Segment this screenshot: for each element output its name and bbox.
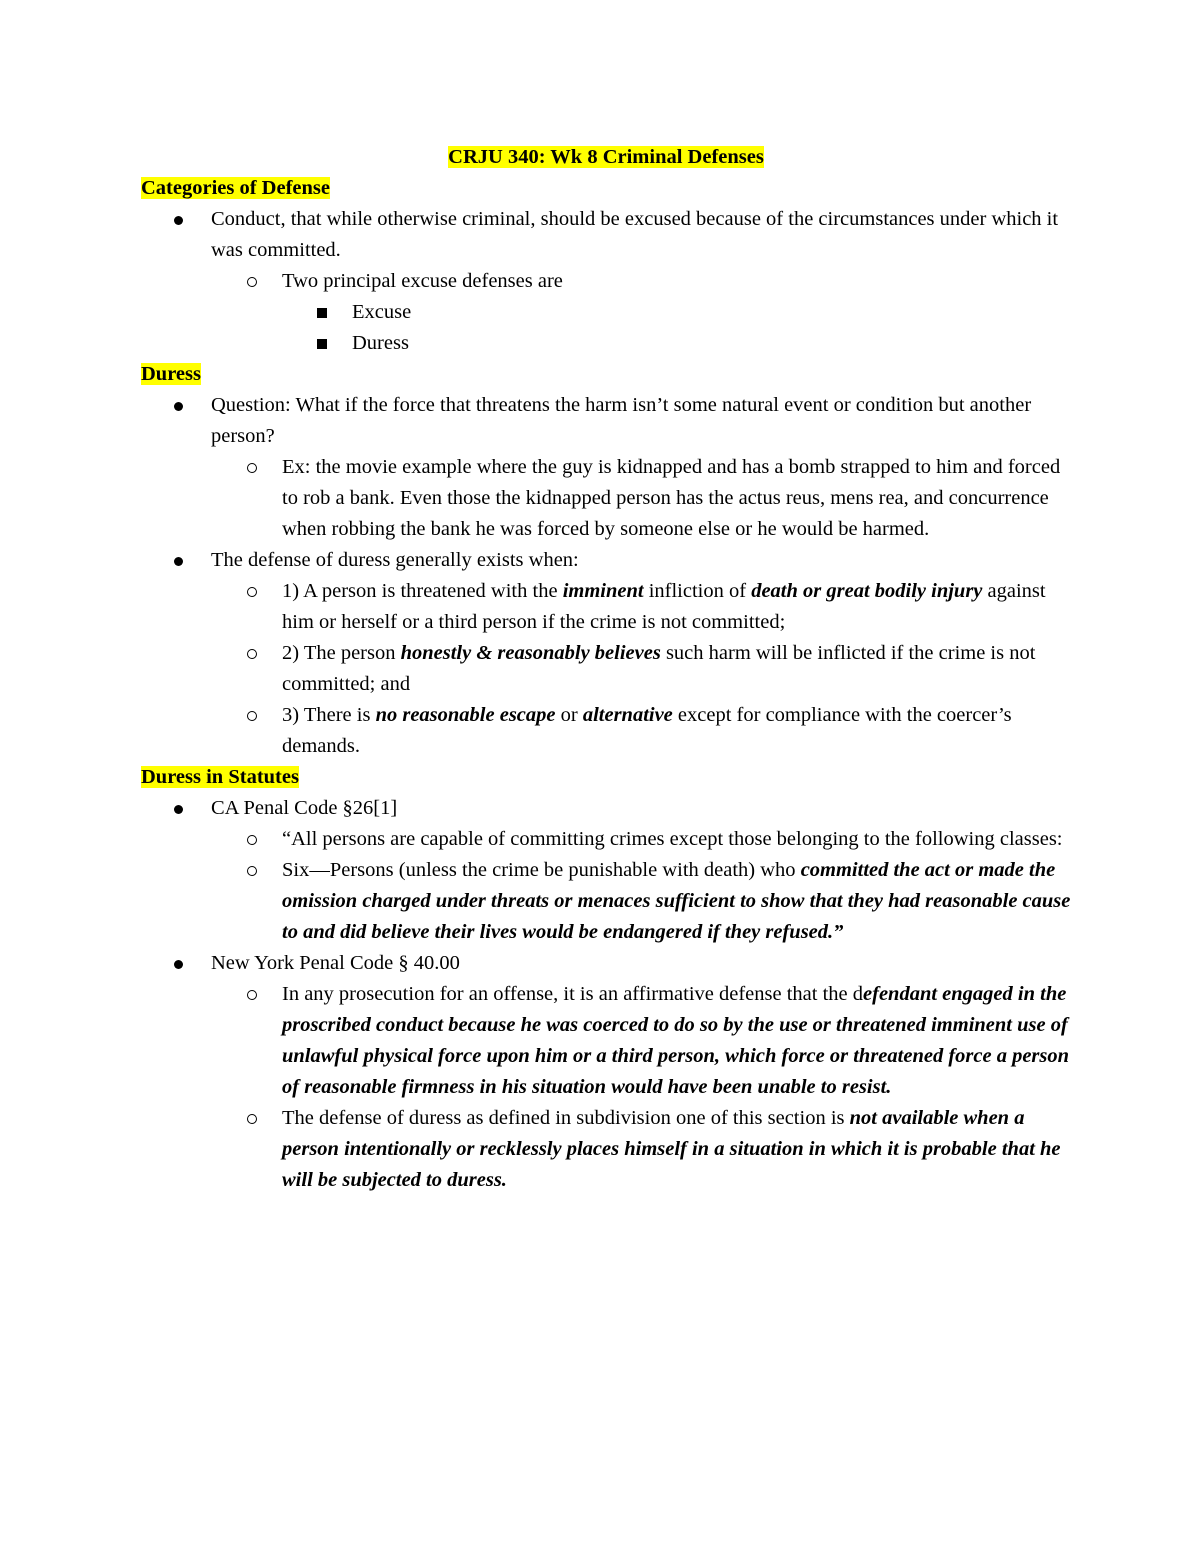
bullet-icon [174, 402, 183, 411]
list-item [141, 638, 1071, 700]
list-item [141, 576, 1071, 638]
list-item [141, 545, 1071, 576]
heading-text: Duress [141, 363, 201, 385]
list-item-text: New York Penal Code § 40.00 [211, 952, 460, 974]
list-item [141, 824, 1071, 855]
list-item [141, 204, 1071, 266]
circle-bullet-icon [247, 990, 257, 1000]
list-item-text: Conduct, that while otherwise criminal, should be excused because of the circumstances under which it was committed. [211, 208, 1059, 261]
circle-bullet-icon [247, 463, 257, 473]
circle-bullet-icon [247, 649, 257, 659]
square-bullet-icon [317, 339, 327, 349]
circle-bullet-icon [247, 1114, 257, 1124]
text-run: 2) The person [282, 642, 401, 664]
duress-list [141, 390, 1071, 762]
list-item-text: Question: What if the force that threatens the harm isn’t some natural event or condition but another person? [211, 394, 1032, 447]
heading-duress [141, 359, 1071, 390]
list-item [141, 948, 1071, 979]
circle-bullet-icon [247, 866, 257, 876]
text-run: against him or herself or a third person if the crime is not committed; [282, 580, 1046, 633]
text-run: Six—Persons (unless the crime be punishable with death) who [282, 859, 801, 881]
list-item-text [282, 704, 1012, 757]
list-item-text [282, 983, 1069, 1098]
title-highlight: CRJU 340: Wk 8 Criminal Defenses [448, 146, 764, 168]
list-item [141, 1103, 1071, 1196]
heading-duress-in-statutes [141, 762, 1071, 793]
emphasis-text: honestly & reasonably believes [400, 642, 661, 664]
list-item-text: Duress [352, 332, 409, 354]
bullet-icon [174, 216, 183, 225]
statutes-list [141, 793, 1071, 1196]
emphasis-text: not available when a person intentionally or recklessly places himself in a situation in which it is probable that he will be subjected to duress. [282, 1107, 1061, 1191]
emphasis-text: alternative [582, 704, 673, 726]
list-item-text: CA Penal Code §26[1] [211, 797, 398, 819]
list-item-text: Ex: the movie example where the guy is kidnapped and has a bomb strapped to him and forced to rob a bank. Even those the kidnapped person has the actus reus, mens rea, and concurrence when robbing the bank he was forced by someone else or he would be harmed. [282, 456, 1061, 540]
heading-text: Categories of Defense [141, 177, 330, 199]
list-item-text: Two principal excuse defenses are [282, 270, 563, 292]
text-run: except for compliance with the coercer’s demands. [282, 704, 1012, 757]
bullet-icon [174, 805, 183, 814]
text-run: or [555, 704, 583, 726]
text-run: 1) A person is threatened with the [282, 580, 563, 602]
square-bullet-icon [317, 308, 327, 318]
list-item [141, 452, 1071, 545]
list-item [141, 700, 1071, 762]
list-item [141, 297, 1071, 328]
list-item [141, 390, 1071, 452]
emphasis-text: efendant engaged in the proscribed conduct because he was coerced to do so by the use or threatened imminent use of unlawful physical force upon him or a third person, which force or threatened force a person of reasonable firmness in his situation would have been unable to resist. [282, 983, 1070, 1098]
heading-text: Duress in Statutes [141, 766, 299, 788]
list-item [141, 328, 1071, 359]
categories-list [141, 204, 1071, 359]
list-item-text: “All persons are capable of committing crimes except those belonging to the following classes: [282, 828, 1063, 850]
emphasis-text: committed the act or made the omission charged under threats or menaces sufficient to show that they had reasonable cause to and did believe their lives would be endangered if they refused.” [282, 859, 1071, 943]
circle-bullet-icon [247, 277, 257, 287]
emphasis-text: no reasonable escape [375, 704, 556, 726]
heading-categories-of-defense [141, 173, 1071, 204]
emphasis-text: death or great bodily injury [751, 580, 983, 602]
document-body [141, 142, 1071, 1196]
bullet-icon [174, 557, 183, 566]
text-run: The defense of duress as defined in subdivision one of this section is [282, 1107, 850, 1129]
document-title [141, 142, 1071, 173]
list-item-text [282, 1107, 1061, 1191]
list-item-text: The defense of duress generally exists when: [211, 549, 579, 571]
list-item-text [282, 642, 1035, 695]
text-run: infliction of [643, 580, 752, 602]
list-item [141, 979, 1071, 1103]
list-item [141, 266, 1071, 297]
list-item [141, 855, 1071, 948]
circle-bullet-icon [247, 587, 257, 597]
list-item-text: Excuse [352, 301, 412, 323]
text-run: 3) There is [282, 704, 376, 726]
list-item [141, 793, 1071, 824]
text-run: In any prosecution for an offense, it is an affirmative defense that the d [282, 983, 864, 1005]
text-run: such harm will be inflicted if the crime is not committed; and [282, 642, 1036, 695]
bullet-icon [174, 960, 183, 969]
circle-bullet-icon [247, 835, 257, 845]
circle-bullet-icon [247, 711, 257, 721]
list-item-text [282, 859, 1070, 943]
emphasis-text: imminent [562, 580, 644, 602]
list-item-text [282, 580, 1046, 633]
